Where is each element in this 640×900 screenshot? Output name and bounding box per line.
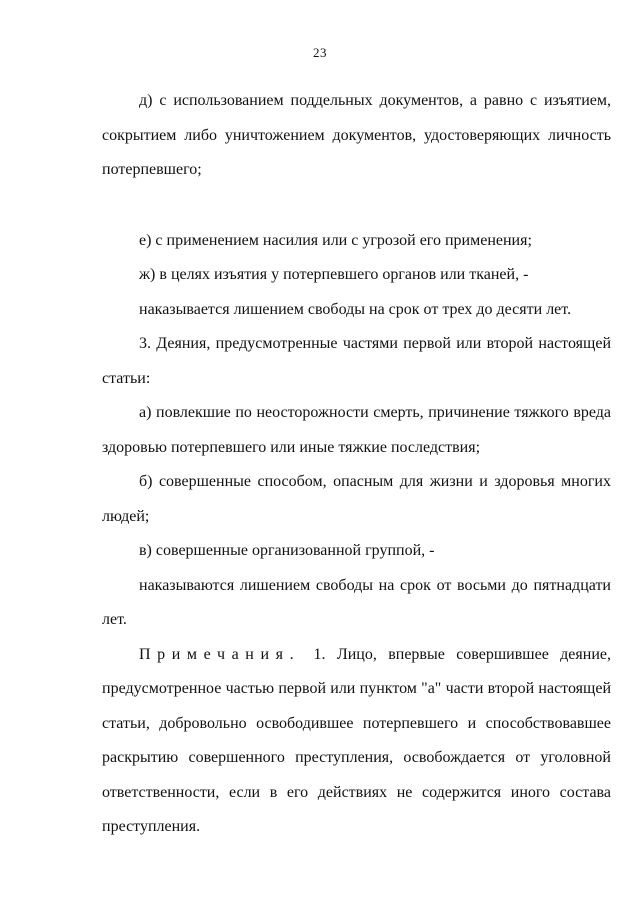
- item-d-line-2: сокрытием либо уничтожением документов, удостоверяющих личность: [102, 126, 611, 144]
- item-a-line-1: а) повлекшие по неосторожности смерть, причинение тяжкого вреда: [139, 404, 611, 421]
- item-zh: ж) в целях изъятия у потерпевшего органов или тканей, -: [139, 266, 529, 283]
- item-d-line-3: потерпевшего;: [102, 161, 202, 178]
- item-b-line-2: людей;: [102, 507, 150, 525]
- document-body: [102, 84, 611, 845]
- part-3-line-2: статьи:: [102, 369, 151, 387]
- note-line-1: [102, 638, 611, 673]
- item-v: в) совершенные организованной группой, -: [139, 542, 435, 559]
- note-line-4: раскрытию совершенного преступления, освобождается от уголовной: [102, 749, 611, 766]
- note-line-6: преступления.: [102, 818, 201, 835]
- page-number: 23: [313, 45, 327, 60]
- part-3-line-1: 3. Деяния, предусмотренные частями первой или второй настоящей: [139, 335, 611, 352]
- note-line-1-text: 1. Лицо, впервые совершившее деяние,: [302, 645, 611, 663]
- item-e: е) с применением насилия или с угрозой его применения;: [139, 231, 532, 249]
- note-label: Примечания.: [139, 645, 301, 663]
- item-a-line-2: здоровью потерпевшего или иные тяжкие последствия;: [102, 438, 481, 456]
- item-b-line-1: б) совершенные способом, опасным для жизни и здоровья многих: [139, 473, 611, 490]
- note-line-2: предусмотренное частью первой или пунктом "а" части второй настоящей: [102, 680, 611, 697]
- note-line-3: статьи, добровольно освободившее потерпевшего и способствовавшее: [102, 714, 611, 732]
- item-d-line-1: д) с использованием поддельных документов, а равно с изъятием,: [139, 92, 611, 109]
- punishment-part-3: наказываются лишением свободы на срок от восьми до пятнадцати лет.: [102, 576, 611, 628]
- note-line-5: ответственности, если в его действиях не содержится иного состава: [102, 783, 611, 801]
- punishment-part-2: наказывается лишением свободы на срок от трех до десяти лет.: [139, 300, 572, 318]
